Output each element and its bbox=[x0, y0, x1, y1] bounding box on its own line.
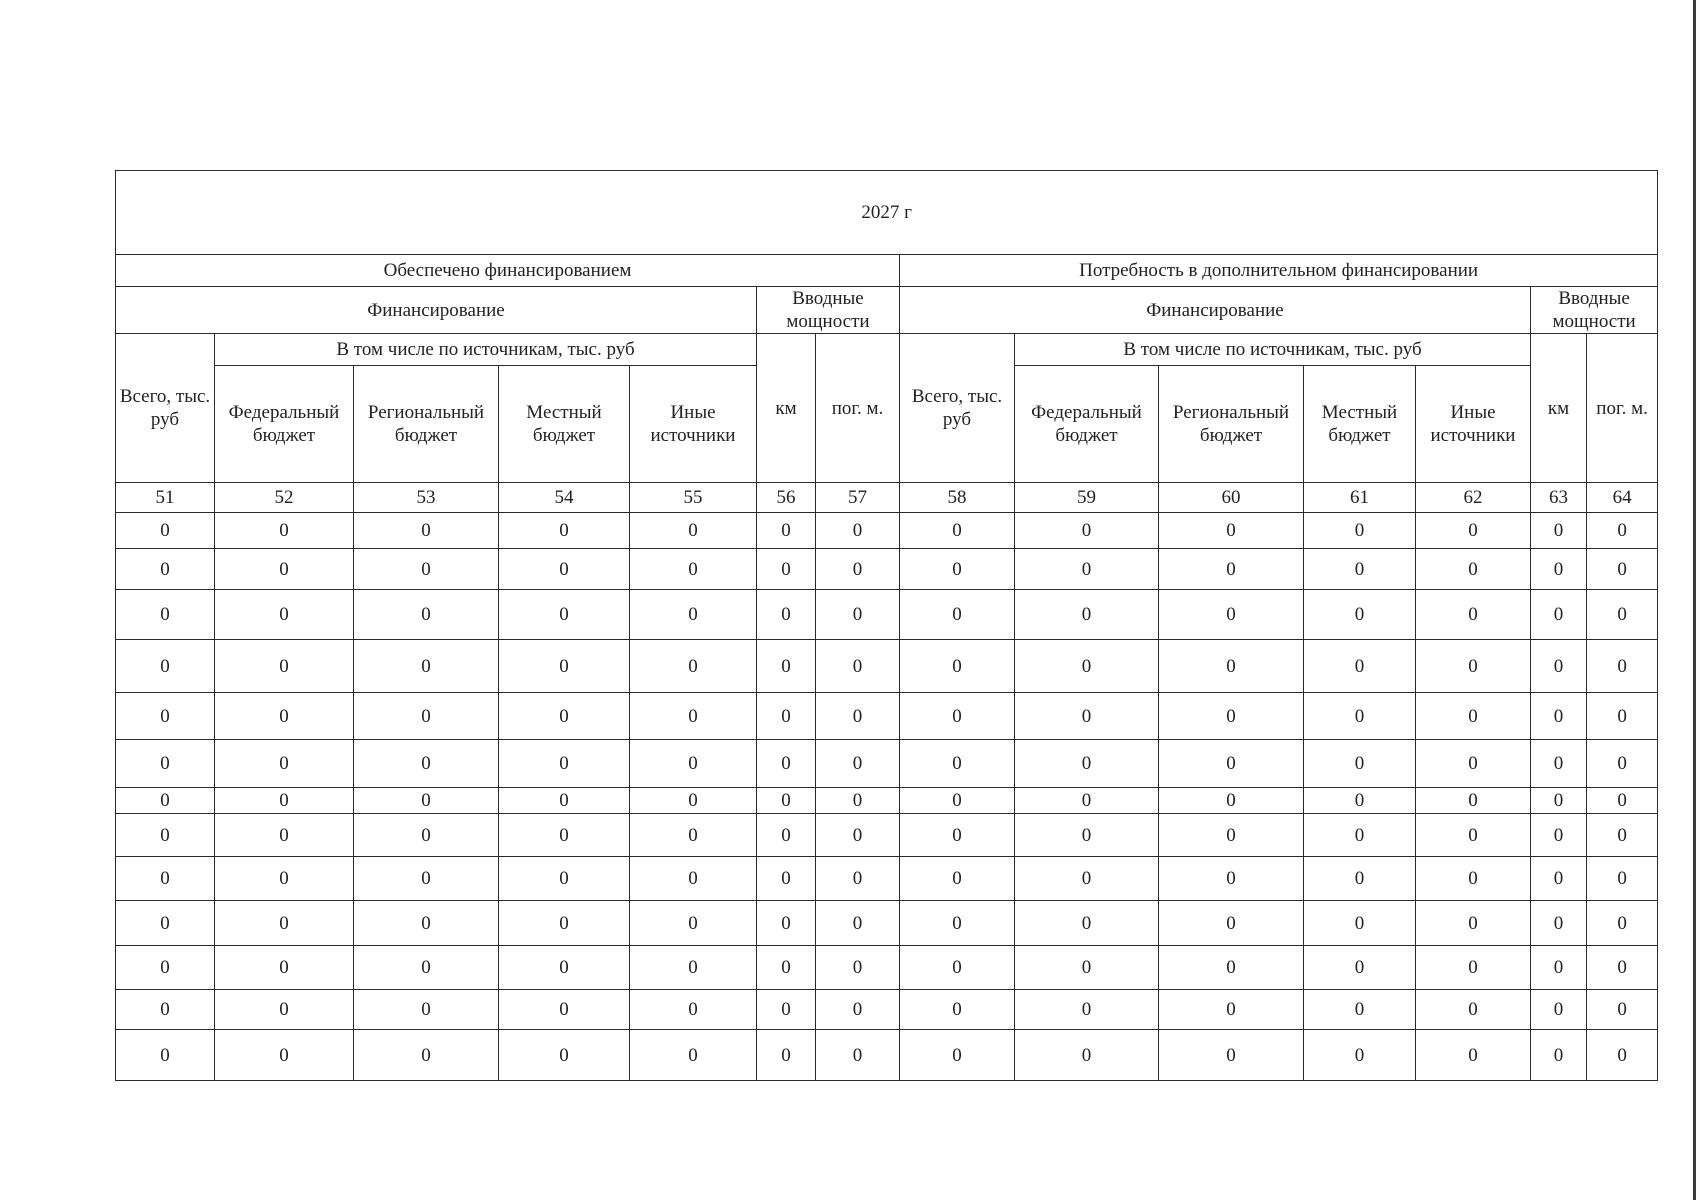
table-cell: 0 bbox=[900, 788, 1015, 814]
table-cell: 0 bbox=[757, 990, 816, 1030]
table-cell: 0 bbox=[1304, 990, 1416, 1030]
table-cell: 0 bbox=[816, 640, 900, 693]
table-row bbox=[116, 640, 1658, 693]
table-cell: 0 bbox=[116, 740, 215, 788]
table-cell: 0 bbox=[1159, 901, 1304, 946]
column-number: 56 bbox=[757, 483, 816, 513]
table-cell: 0 bbox=[1416, 901, 1531, 946]
table-cell: 0 bbox=[116, 693, 215, 740]
table-row bbox=[116, 740, 1658, 788]
table-cell: 0 bbox=[816, 990, 900, 1030]
table-cell: 0 bbox=[757, 740, 816, 788]
table-cell: 0 bbox=[1587, 901, 1658, 946]
table-cell: 0 bbox=[215, 814, 354, 857]
col-other-needed: Иные источники bbox=[1416, 366, 1531, 483]
table-cell: 0 bbox=[1159, 814, 1304, 857]
table-cell: 0 bbox=[116, 590, 215, 640]
group-by-sources-secured: В том числе по источникам, тыс. руб bbox=[215, 334, 757, 366]
column-number: 64 bbox=[1587, 483, 1658, 513]
table-cell: 0 bbox=[630, 1030, 757, 1081]
table-cell: 0 bbox=[1531, 814, 1587, 857]
table-cell: 0 bbox=[1159, 857, 1304, 901]
table-cell: 0 bbox=[1531, 549, 1587, 590]
table-row bbox=[116, 857, 1658, 901]
table-cell: 0 bbox=[215, 1030, 354, 1081]
table-cell: 0 bbox=[757, 857, 816, 901]
table-cell: 0 bbox=[499, 814, 630, 857]
table-row bbox=[116, 549, 1658, 590]
table-cell: 0 bbox=[1531, 693, 1587, 740]
table-cell: 0 bbox=[354, 513, 499, 549]
table-cell: 0 bbox=[1587, 990, 1658, 1030]
table-cell: 0 bbox=[757, 1030, 816, 1081]
table-cell: 0 bbox=[1015, 513, 1159, 549]
table-cell: 0 bbox=[630, 549, 757, 590]
table-cell: 0 bbox=[1531, 513, 1587, 549]
table-cell: 0 bbox=[1304, 740, 1416, 788]
table-cell: 0 bbox=[630, 857, 757, 901]
table-cell: 0 bbox=[630, 990, 757, 1030]
col-km-needed: км bbox=[1531, 334, 1587, 483]
table-cell: 0 bbox=[1416, 788, 1531, 814]
table-cell: 0 bbox=[354, 814, 499, 857]
table-cell: 0 bbox=[816, 693, 900, 740]
section-secured: Обеспечено финансированием bbox=[116, 255, 900, 287]
table-cell: 0 bbox=[900, 1030, 1015, 1081]
table-cell: 0 bbox=[1416, 693, 1531, 740]
table-cell: 0 bbox=[1159, 640, 1304, 693]
table-cell: 0 bbox=[816, 946, 900, 990]
table-cell: 0 bbox=[1015, 946, 1159, 990]
group-capacity-needed: Вводные мощности bbox=[1531, 287, 1658, 334]
table-cell: 0 bbox=[215, 513, 354, 549]
table-cell: 0 bbox=[354, 857, 499, 901]
table-cell: 0 bbox=[1416, 513, 1531, 549]
column-number: 59 bbox=[1015, 483, 1159, 513]
table-cell: 0 bbox=[1587, 857, 1658, 901]
table-cell: 0 bbox=[630, 640, 757, 693]
table-cell: 0 bbox=[499, 693, 630, 740]
table-cell: 0 bbox=[354, 946, 499, 990]
table-cell: 0 bbox=[116, 1030, 215, 1081]
table-cell: 0 bbox=[215, 946, 354, 990]
table-cell: 0 bbox=[1587, 513, 1658, 549]
table-cell: 0 bbox=[1531, 901, 1587, 946]
table-cell: 0 bbox=[900, 590, 1015, 640]
table-cell: 0 bbox=[354, 1030, 499, 1081]
table-cell: 0 bbox=[215, 549, 354, 590]
table-row bbox=[116, 814, 1658, 857]
table-cell: 0 bbox=[630, 814, 757, 857]
table-cell: 0 bbox=[757, 549, 816, 590]
table-cell: 0 bbox=[354, 788, 499, 814]
table-cell: 0 bbox=[1587, 740, 1658, 788]
table-row bbox=[116, 513, 1658, 549]
col-total-needed: Всего, тыс. руб bbox=[900, 334, 1015, 483]
table-cell: 0 bbox=[1015, 640, 1159, 693]
table-cell: 0 bbox=[1587, 590, 1658, 640]
col-pog-m-secured: пог. м. bbox=[816, 334, 900, 483]
table-cell: 0 bbox=[900, 513, 1015, 549]
column-number: 58 bbox=[900, 483, 1015, 513]
table-cell: 0 bbox=[116, 857, 215, 901]
table-cell: 0 bbox=[215, 990, 354, 1030]
year-title: 2027 г bbox=[116, 171, 1658, 255]
table-cell: 0 bbox=[1304, 788, 1416, 814]
table-cell: 0 bbox=[354, 901, 499, 946]
table-cell: 0 bbox=[900, 640, 1015, 693]
group-financing-secured: Финансирование bbox=[116, 287, 757, 334]
table-cell: 0 bbox=[1304, 901, 1416, 946]
table-cell: 0 bbox=[816, 590, 900, 640]
table-cell: 0 bbox=[1159, 693, 1304, 740]
table-cell: 0 bbox=[215, 788, 354, 814]
column-number: 60 bbox=[1159, 483, 1304, 513]
table-cell: 0 bbox=[1159, 990, 1304, 1030]
table-cell: 0 bbox=[499, 788, 630, 814]
column-number: 55 bbox=[630, 483, 757, 513]
table-cell: 0 bbox=[215, 590, 354, 640]
table-cell: 0 bbox=[630, 901, 757, 946]
table-cell: 0 bbox=[116, 788, 215, 814]
table-cell: 0 bbox=[1416, 990, 1531, 1030]
table-cell: 0 bbox=[1587, 788, 1658, 814]
table-cell: 0 bbox=[1587, 946, 1658, 990]
table-cell: 0 bbox=[499, 590, 630, 640]
table-cell: 0 bbox=[1015, 1030, 1159, 1081]
table-cell: 0 bbox=[630, 788, 757, 814]
table-cell: 0 bbox=[1015, 901, 1159, 946]
table-cell: 0 bbox=[1015, 549, 1159, 590]
table-cell: 0 bbox=[757, 946, 816, 990]
table-cell: 0 bbox=[1304, 946, 1416, 990]
column-number: 54 bbox=[499, 483, 630, 513]
col-federal-needed: Федеральный бюджет bbox=[1015, 366, 1159, 483]
table-cell: 0 bbox=[354, 740, 499, 788]
group-by-sources-needed: В том числе по источникам, тыс. руб bbox=[1015, 334, 1531, 366]
table-cell: 0 bbox=[499, 513, 630, 549]
table-cell: 0 bbox=[757, 788, 816, 814]
table-cell: 0 bbox=[1416, 857, 1531, 901]
table-row bbox=[116, 590, 1658, 640]
table-cell: 0 bbox=[1015, 857, 1159, 901]
table-cell: 0 bbox=[1159, 788, 1304, 814]
table-cell: 0 bbox=[900, 946, 1015, 990]
table-cell: 0 bbox=[499, 857, 630, 901]
table-cell: 0 bbox=[1416, 1030, 1531, 1081]
column-number: 61 bbox=[1304, 483, 1416, 513]
table-cell: 0 bbox=[354, 990, 499, 1030]
section-needed: Потребность в дополнительном финансировании bbox=[900, 255, 1658, 287]
col-pog-m-needed: пог. м. bbox=[1587, 334, 1658, 483]
table-cell: 0 bbox=[1531, 640, 1587, 693]
table-cell: 0 bbox=[116, 513, 215, 549]
table-cell: 0 bbox=[757, 814, 816, 857]
table-cell: 0 bbox=[630, 740, 757, 788]
table-cell: 0 bbox=[1587, 640, 1658, 693]
table-cell: 0 bbox=[116, 990, 215, 1030]
table-cell: 0 bbox=[1587, 814, 1658, 857]
table-cell: 0 bbox=[1304, 1030, 1416, 1081]
table-cell: 0 bbox=[1416, 590, 1531, 640]
table-row bbox=[116, 901, 1658, 946]
table-cell: 0 bbox=[215, 693, 354, 740]
table-cell: 0 bbox=[630, 693, 757, 740]
table-cell: 0 bbox=[1015, 814, 1159, 857]
table-cell: 0 bbox=[1304, 590, 1416, 640]
table-cell: 0 bbox=[900, 740, 1015, 788]
table-cell: 0 bbox=[1531, 590, 1587, 640]
table-cell: 0 bbox=[1159, 549, 1304, 590]
table-cell: 0 bbox=[1416, 640, 1531, 693]
column-number: 51 bbox=[116, 483, 215, 513]
table-cell: 0 bbox=[499, 901, 630, 946]
table-cell: 0 bbox=[816, 857, 900, 901]
column-number: 52 bbox=[215, 483, 354, 513]
table-cell: 0 bbox=[900, 693, 1015, 740]
table-cell: 0 bbox=[1015, 740, 1159, 788]
table-cell: 0 bbox=[816, 814, 900, 857]
table-cell: 0 bbox=[1416, 814, 1531, 857]
col-km-secured: км bbox=[757, 334, 816, 483]
col-regional-needed: Региональный бюджет bbox=[1159, 366, 1304, 483]
table-cell: 0 bbox=[757, 590, 816, 640]
table-cell: 0 bbox=[499, 946, 630, 990]
table-row bbox=[116, 788, 1658, 814]
table-cell: 0 bbox=[215, 640, 354, 693]
table-cell: 0 bbox=[215, 857, 354, 901]
data-rows bbox=[116, 513, 1658, 1081]
table-cell: 0 bbox=[1416, 549, 1531, 590]
table-cell: 0 bbox=[116, 640, 215, 693]
table-cell: 0 bbox=[1304, 814, 1416, 857]
table-cell: 0 bbox=[1015, 990, 1159, 1030]
table-row bbox=[116, 1030, 1658, 1081]
column-number: 53 bbox=[354, 483, 499, 513]
table-cell: 0 bbox=[116, 814, 215, 857]
table-cell: 0 bbox=[215, 740, 354, 788]
table-cell: 0 bbox=[1531, 857, 1587, 901]
table-cell: 0 bbox=[499, 740, 630, 788]
table-cell: 0 bbox=[499, 640, 630, 693]
col-federal-secured: Федеральный бюджет bbox=[215, 366, 354, 483]
table-cell: 0 bbox=[1587, 693, 1658, 740]
table-cell: 0 bbox=[816, 1030, 900, 1081]
table-cell: 0 bbox=[354, 549, 499, 590]
table-cell: 0 bbox=[900, 901, 1015, 946]
table-cell: 0 bbox=[816, 901, 900, 946]
table-cell: 0 bbox=[1531, 1030, 1587, 1081]
table-cell: 0 bbox=[499, 990, 630, 1030]
financing-table bbox=[115, 170, 1658, 1081]
table-cell: 0 bbox=[1159, 740, 1304, 788]
table-cell: 0 bbox=[499, 549, 630, 590]
table-cell: 0 bbox=[1015, 788, 1159, 814]
table-cell: 0 bbox=[499, 1030, 630, 1081]
table-cell: 0 bbox=[354, 693, 499, 740]
table-cell: 0 bbox=[1015, 693, 1159, 740]
column-number: 63 bbox=[1531, 483, 1587, 513]
table-cell: 0 bbox=[354, 590, 499, 640]
col-other-secured: Иные источники bbox=[630, 366, 757, 483]
table-cell: 0 bbox=[1015, 590, 1159, 640]
table-cell: 0 bbox=[816, 513, 900, 549]
table-row bbox=[116, 693, 1658, 740]
table-cell: 0 bbox=[1159, 590, 1304, 640]
table-cell: 0 bbox=[900, 990, 1015, 1030]
table-cell: 0 bbox=[1531, 740, 1587, 788]
col-local-secured: Местный бюджет bbox=[499, 366, 630, 483]
table-cell: 0 bbox=[630, 590, 757, 640]
table-cell: 0 bbox=[1531, 788, 1587, 814]
column-number: 62 bbox=[1416, 483, 1531, 513]
table-cell: 0 bbox=[757, 693, 816, 740]
table-cell: 0 bbox=[900, 857, 1015, 901]
table-cell: 0 bbox=[1304, 549, 1416, 590]
table-cell: 0 bbox=[1304, 640, 1416, 693]
table-cell: 0 bbox=[1159, 513, 1304, 549]
col-total-secured: Всего, тыс. руб bbox=[116, 334, 215, 483]
table-cell: 0 bbox=[816, 740, 900, 788]
table-cell: 0 bbox=[1159, 946, 1304, 990]
table-cell: 0 bbox=[1587, 549, 1658, 590]
column-number: 57 bbox=[816, 483, 900, 513]
table-cell: 0 bbox=[1304, 513, 1416, 549]
table-cell: 0 bbox=[757, 513, 816, 549]
table-cell: 0 bbox=[1159, 1030, 1304, 1081]
table-cell: 0 bbox=[900, 814, 1015, 857]
table-cell: 0 bbox=[630, 946, 757, 990]
table-cell: 0 bbox=[1587, 1030, 1658, 1081]
table-cell: 0 bbox=[757, 901, 816, 946]
table-cell: 0 bbox=[1416, 740, 1531, 788]
table-cell: 0 bbox=[816, 549, 900, 590]
table-cell: 0 bbox=[757, 640, 816, 693]
table-cell: 0 bbox=[1531, 990, 1587, 1030]
table-cell: 0 bbox=[116, 946, 215, 990]
table-row bbox=[116, 946, 1658, 990]
table-cell: 0 bbox=[900, 549, 1015, 590]
table-cell: 0 bbox=[1416, 946, 1531, 990]
table-cell: 0 bbox=[116, 901, 215, 946]
table-cell: 0 bbox=[630, 513, 757, 549]
col-regional-secured: Региональный бюджет bbox=[354, 366, 499, 483]
table-cell: 0 bbox=[816, 788, 900, 814]
table-cell: 0 bbox=[215, 901, 354, 946]
table-cell: 0 bbox=[1304, 857, 1416, 901]
group-financing-needed: Финансирование bbox=[900, 287, 1531, 334]
table-cell: 0 bbox=[354, 640, 499, 693]
group-capacity-secured: Вводные мощности bbox=[757, 287, 900, 334]
table-cell: 0 bbox=[116, 549, 215, 590]
table-row bbox=[116, 990, 1658, 1030]
table-cell: 0 bbox=[1304, 693, 1416, 740]
table-cell: 0 bbox=[1531, 946, 1587, 990]
col-local-needed: Местный бюджет bbox=[1304, 366, 1416, 483]
column-number-row bbox=[116, 483, 1658, 513]
